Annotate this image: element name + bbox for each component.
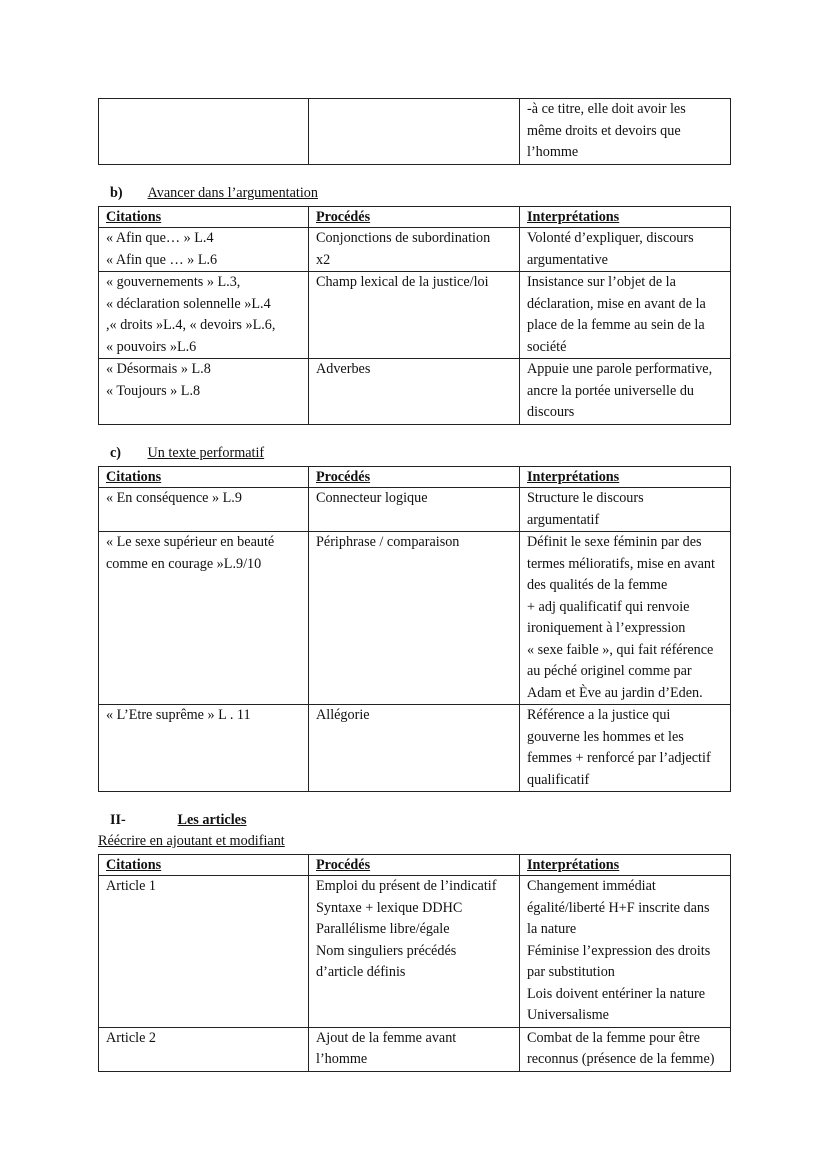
procede-cell [309,705,520,792]
citation-line: ,« droits »L.4, « devoirs »L.6, [106,317,276,333]
citation-cell [99,876,309,1028]
interpretation-cell [520,488,731,532]
procede-line: Périphrase / comparaison [316,534,460,550]
interpretation-line: femmes + renforcé par l’adjectif [527,750,711,766]
column-header-procede [309,855,520,876]
procede-line: l’homme [316,1051,368,1067]
table-row [99,488,731,532]
table-row [99,272,731,359]
citation-cell [99,272,309,359]
procede-line: Connecteur logique [316,490,428,506]
citation-cell [99,532,309,705]
column-header-interpretation [520,855,731,876]
interpretation-line: Universalisme [527,1007,609,1023]
interpretation-line: au péché originel comme par [527,663,692,679]
citation-line: « L’Etre suprême » L . 11 [106,707,251,723]
interpretation-line: Définit le sexe féminin par des [527,534,702,550]
section-b-label: b) [110,185,123,201]
citation-line: « déclaration solennelle »L.4 [106,295,271,312]
section-c-label: c) [110,445,122,461]
column-header-interpretation [520,467,731,488]
interpretation-line: reconnus (présence de la femme) [527,1051,715,1067]
section-2-label: II- [110,812,126,828]
procede-cell [309,876,520,1028]
interpretation-line: qualificatif [527,771,590,788]
interpretation-line: ancre la portée universelle du [527,382,695,399]
interpretation-line: Référence a la justice qui [527,707,671,723]
interpretation-line: Féminise l’expression des droits [527,942,711,959]
procede-cell [309,272,520,359]
interpretation-cell [520,532,731,705]
interpretation-line: même droits et devoirs que [527,122,681,139]
section-b-heading [110,185,318,202]
citation-line: « Désormais » L.8 [106,361,211,377]
citation-line: « pouvoirs »L.6 [106,338,197,355]
procede-cell [309,99,520,165]
table-header-row [99,207,731,228]
column-header-label: Citations [106,209,162,225]
interpretation-line: des qualités de la femme [527,577,668,593]
citation-cell [99,488,309,532]
interpretation-line: Combat de la femme pour être [527,1029,700,1046]
citation-line: comme en courage »L.9/10 [106,555,262,572]
table-continued [98,98,731,165]
column-header-procede [309,467,520,488]
interpretation-line: ironiquement à l’expression [527,620,686,636]
procede-line: d’article définis [316,964,406,980]
citation-cell [99,228,309,272]
section-c-heading [110,445,264,462]
table-row [99,359,731,425]
citation-line: « Afin que… » L.4 [106,230,214,246]
interpretation-line: société [527,338,567,355]
procede-cell [309,1027,520,1071]
procede-line: Nom singuliers précédés [316,942,457,959]
citation-line: « Toujours » L.8 [106,382,201,399]
procede-line: Parallélisme libre/égale [316,921,450,937]
interpretation-line: Lois doivent entériner la nature [527,985,706,1002]
table-row [99,532,731,705]
interpretation-cell [520,228,731,272]
interpretation-line: Insistance sur l’objet de la [527,274,676,290]
interpretation-line: argumentatif [527,511,600,528]
column-header-label: Procédés [316,209,371,225]
table-articles [98,854,731,1072]
section-2-heading [110,812,247,829]
table-row [99,705,731,792]
citation-cell [99,705,309,792]
section-c-title: Un texte performatif [147,445,265,461]
column-header-procede [309,207,520,228]
column-header-label: Procédés [316,857,371,873]
interpretation-line: -à ce titre, elle doit avoir les [527,101,686,117]
table-row [99,1027,731,1071]
column-header-citation [99,855,309,876]
interpretation-cell [520,99,731,165]
interpretation-cell [520,272,731,359]
procede-line: Syntaxe + lexique DDHC [316,899,463,916]
column-header-label: Citations [106,469,162,485]
interpretation-line: l’homme [527,144,579,160]
interpretation-line: Volonté d’expliquer, discours [527,230,694,246]
column-header-label: Interprétations [527,857,620,873]
column-header-label: Interprétations [527,469,620,485]
citation-cell [99,1027,309,1071]
procede-line: Ajout de la femme avant [316,1029,457,1046]
procede-line: Allégorie [316,707,370,723]
procede-line: Conjonctions de subordination [316,230,491,246]
interpretation-line: + adj qualificatif qui renvoie [527,598,690,615]
citation-line: « gouvernements » L.3, [106,274,241,290]
procede-line: Emploi du présent de l’indicatif [316,878,497,894]
interpretation-line: place de la femme au sein de la [527,317,705,333]
interpretation-cell [520,1027,731,1071]
interpretation-line: Changement immédiat [527,878,656,894]
interpretation-line: argumentative [527,251,608,268]
interpretation-line: Structure le discours [527,490,644,506]
table-row [99,876,731,1028]
column-header-interpretation [520,207,731,228]
procede-cell [309,228,520,272]
citation-line: « Afin que … » L.6 [106,251,218,268]
interpretation-line: par substitution [527,964,615,980]
procede-line: Champ lexical de la justice/loi [316,274,489,290]
table-header-row [99,467,731,488]
table-argumentation [98,206,731,425]
interpretation-line: égalité/liberté H+F inscrite dans [527,899,710,916]
interpretation-line: la nature [527,921,577,937]
citation-cell [99,359,309,425]
procede-cell [309,359,520,425]
interpretation-line: gouverne les hommes et les [527,728,684,745]
interpretation-line: discours [527,404,575,420]
procede-line: Adverbes [316,361,371,377]
column-header-label: Citations [106,857,162,873]
procede-cell [309,532,520,705]
column-header-label: Procédés [316,469,371,485]
table-row [99,228,731,272]
citation-line: Article 2 [106,1029,157,1046]
procede-line: x2 [316,251,331,268]
citation-line: « Le sexe supérieur en beauté [106,534,275,550]
interpretation-line: Appuie une parole performative, [527,361,713,377]
citation-line: Article 1 [106,878,157,894]
interpretation-cell [520,359,731,425]
procede-cell [309,488,520,532]
interpretation-line: termes mélioratifs, mise en avant [527,555,715,572]
section-2-subtitle: Réécrire en ajoutant et modifiant [98,833,285,849]
interpretation-line: Adam et Ève au jardin d’Eden. [527,684,703,701]
table-performatif [98,466,731,792]
column-header-label: Interprétations [527,209,620,225]
citation-line: « En conséquence » L.9 [106,490,242,506]
interpretation-line: déclaration, mise en avant de la [527,295,706,312]
column-header-citation [99,467,309,488]
table-header-row [99,855,731,876]
interpretation-line: « sexe faible », qui fait référence [527,641,714,658]
section-b-title: Avancer dans l’argumentation [147,185,318,201]
table-row [99,99,731,165]
section-2-title: Les articles [177,812,247,828]
interpretation-cell [520,876,731,1028]
citation-cell [99,99,309,165]
interpretation-cell [520,705,731,792]
column-header-citation [99,207,309,228]
